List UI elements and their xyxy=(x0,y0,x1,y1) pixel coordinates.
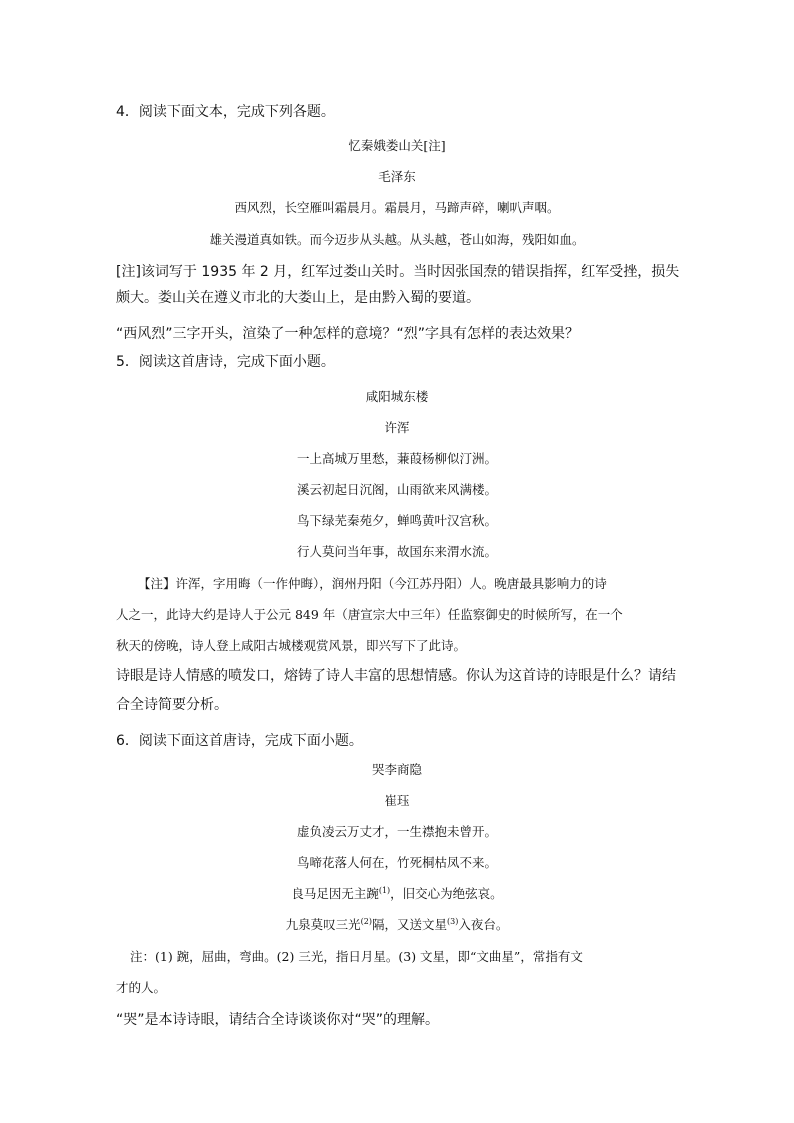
q6-footnote-marker-1: (1) xyxy=(378,885,391,895)
q5-question-line-1: 诗眼是诗人情感的喷发口，熔铸了诗人丰富的思想情感。你认为这首诗的诗眼是什么？请结 xyxy=(116,668,676,684)
q6-footnote-marker-3: (3) xyxy=(447,916,459,926)
q5-note-line-2: 人之一，此诗大约是诗人于公元 849 年（唐宣宗大中三年）任监察御史的时候所写，在一个 xyxy=(116,607,623,622)
q5-poem-line-3: 鸟下绿芜秦苑夕，蝉鸣黄叶汉宫秋。 xyxy=(296,513,497,528)
q4-note-line-1: [注]该词写于 1935 年 2 月，红军过娄山关时。当时因张国焘的错误指挥，红军受挫，损失 xyxy=(116,264,680,280)
q4-prompt: 4．阅读下面文本，完成下列各题。 xyxy=(116,104,335,120)
q6-poem-line-4 xyxy=(0,915,794,933)
q4-poem-line-2: 雄关漫道真如铁。而今迈步从头越。从头越，苍山如海，残阳如血。 xyxy=(209,232,585,247)
q4-poem-line-1: 西风烈，长空雁叫霜晨月。霜晨月，马蹄声碎，喇叭声咽。 xyxy=(234,200,560,215)
q5-note-line-3: 秋天的傍晚，诗人登上咸阳古城楼观赏风景，即兴写下了此诗。 xyxy=(116,638,467,653)
q6-poem-title: 哭李商隐 xyxy=(371,762,422,777)
q4-poem-author: 毛泽东 xyxy=(378,169,416,184)
q6-question: “哭”是本诗诗眼，请结合全诗谈谈你对“哭”的理解。 xyxy=(116,1012,440,1028)
q6-line4-part-a: 九泉莫叹三光 xyxy=(285,917,361,932)
q5-poem-author: 许浑 xyxy=(384,420,410,435)
q6-note-line-2: 才的人。 xyxy=(116,980,167,995)
q6-footnote-marker-2: (2) xyxy=(360,916,372,926)
q4-question: “西风烈”三字开头，渲染了一种怎样的意境？“烈”字具有怎样的表达效果？ xyxy=(116,326,580,342)
q5-poem-line-1: 一上高城万里愁，蒹葭杨柳似汀洲。 xyxy=(296,451,497,466)
q5-prompt: 5．阅读这首唐诗，完成下面小题。 xyxy=(116,354,335,370)
q6-poem-line-1: 虚负凌云万丈才，一生襟抱未曾开。 xyxy=(296,824,497,839)
q4-poem-title: 忆秦娥娄山关[注] xyxy=(348,138,446,153)
q6-poem-author: 崔珏 xyxy=(384,793,410,808)
q5-poem-line-2: 溪云初起日沉阁，山雨欲来风满楼。 xyxy=(296,482,497,497)
q5-poem-title: 咸阳城东楼 xyxy=(365,389,429,404)
q5-note-line-1: 【注】许浑，字用晦（一作仲晦），润州丹阳（今江苏丹阳）人。晚唐最具影响力的诗 xyxy=(138,576,607,591)
q6-poem-line-2: 鸟啼花落人何在，竹死桐枯凤不来。 xyxy=(296,855,497,870)
q5-question-line-2: 合全诗简要分析。 xyxy=(116,697,228,713)
q5-poem-line-4: 行人莫问当年事，故国东来渭水流。 xyxy=(296,544,497,559)
q6-note-line-1: 注：(1) 踠，屈曲，弯曲。(2) 三光，指日月星。(3) 文星，即“文曲星”，常指有文 xyxy=(130,949,583,964)
q6-prompt: 6．阅读下面这首唐诗，完成下面小题。 xyxy=(116,733,363,749)
q4-note-line-2: 颇大。娄山关在遵义市北的大娄山上，是由黔入蜀的要道。 xyxy=(116,290,480,306)
q6-poem-line-3 xyxy=(0,884,794,902)
q6-line3-part-b: ，旧交心为绝弦哀。 xyxy=(390,886,503,901)
q6-line4-part-b: 隔，又送文星 xyxy=(371,917,447,932)
q6-line4-part-c: 入夜台。 xyxy=(458,917,509,932)
q6-line3-part-a: 良马足因无主踠 xyxy=(291,886,379,901)
